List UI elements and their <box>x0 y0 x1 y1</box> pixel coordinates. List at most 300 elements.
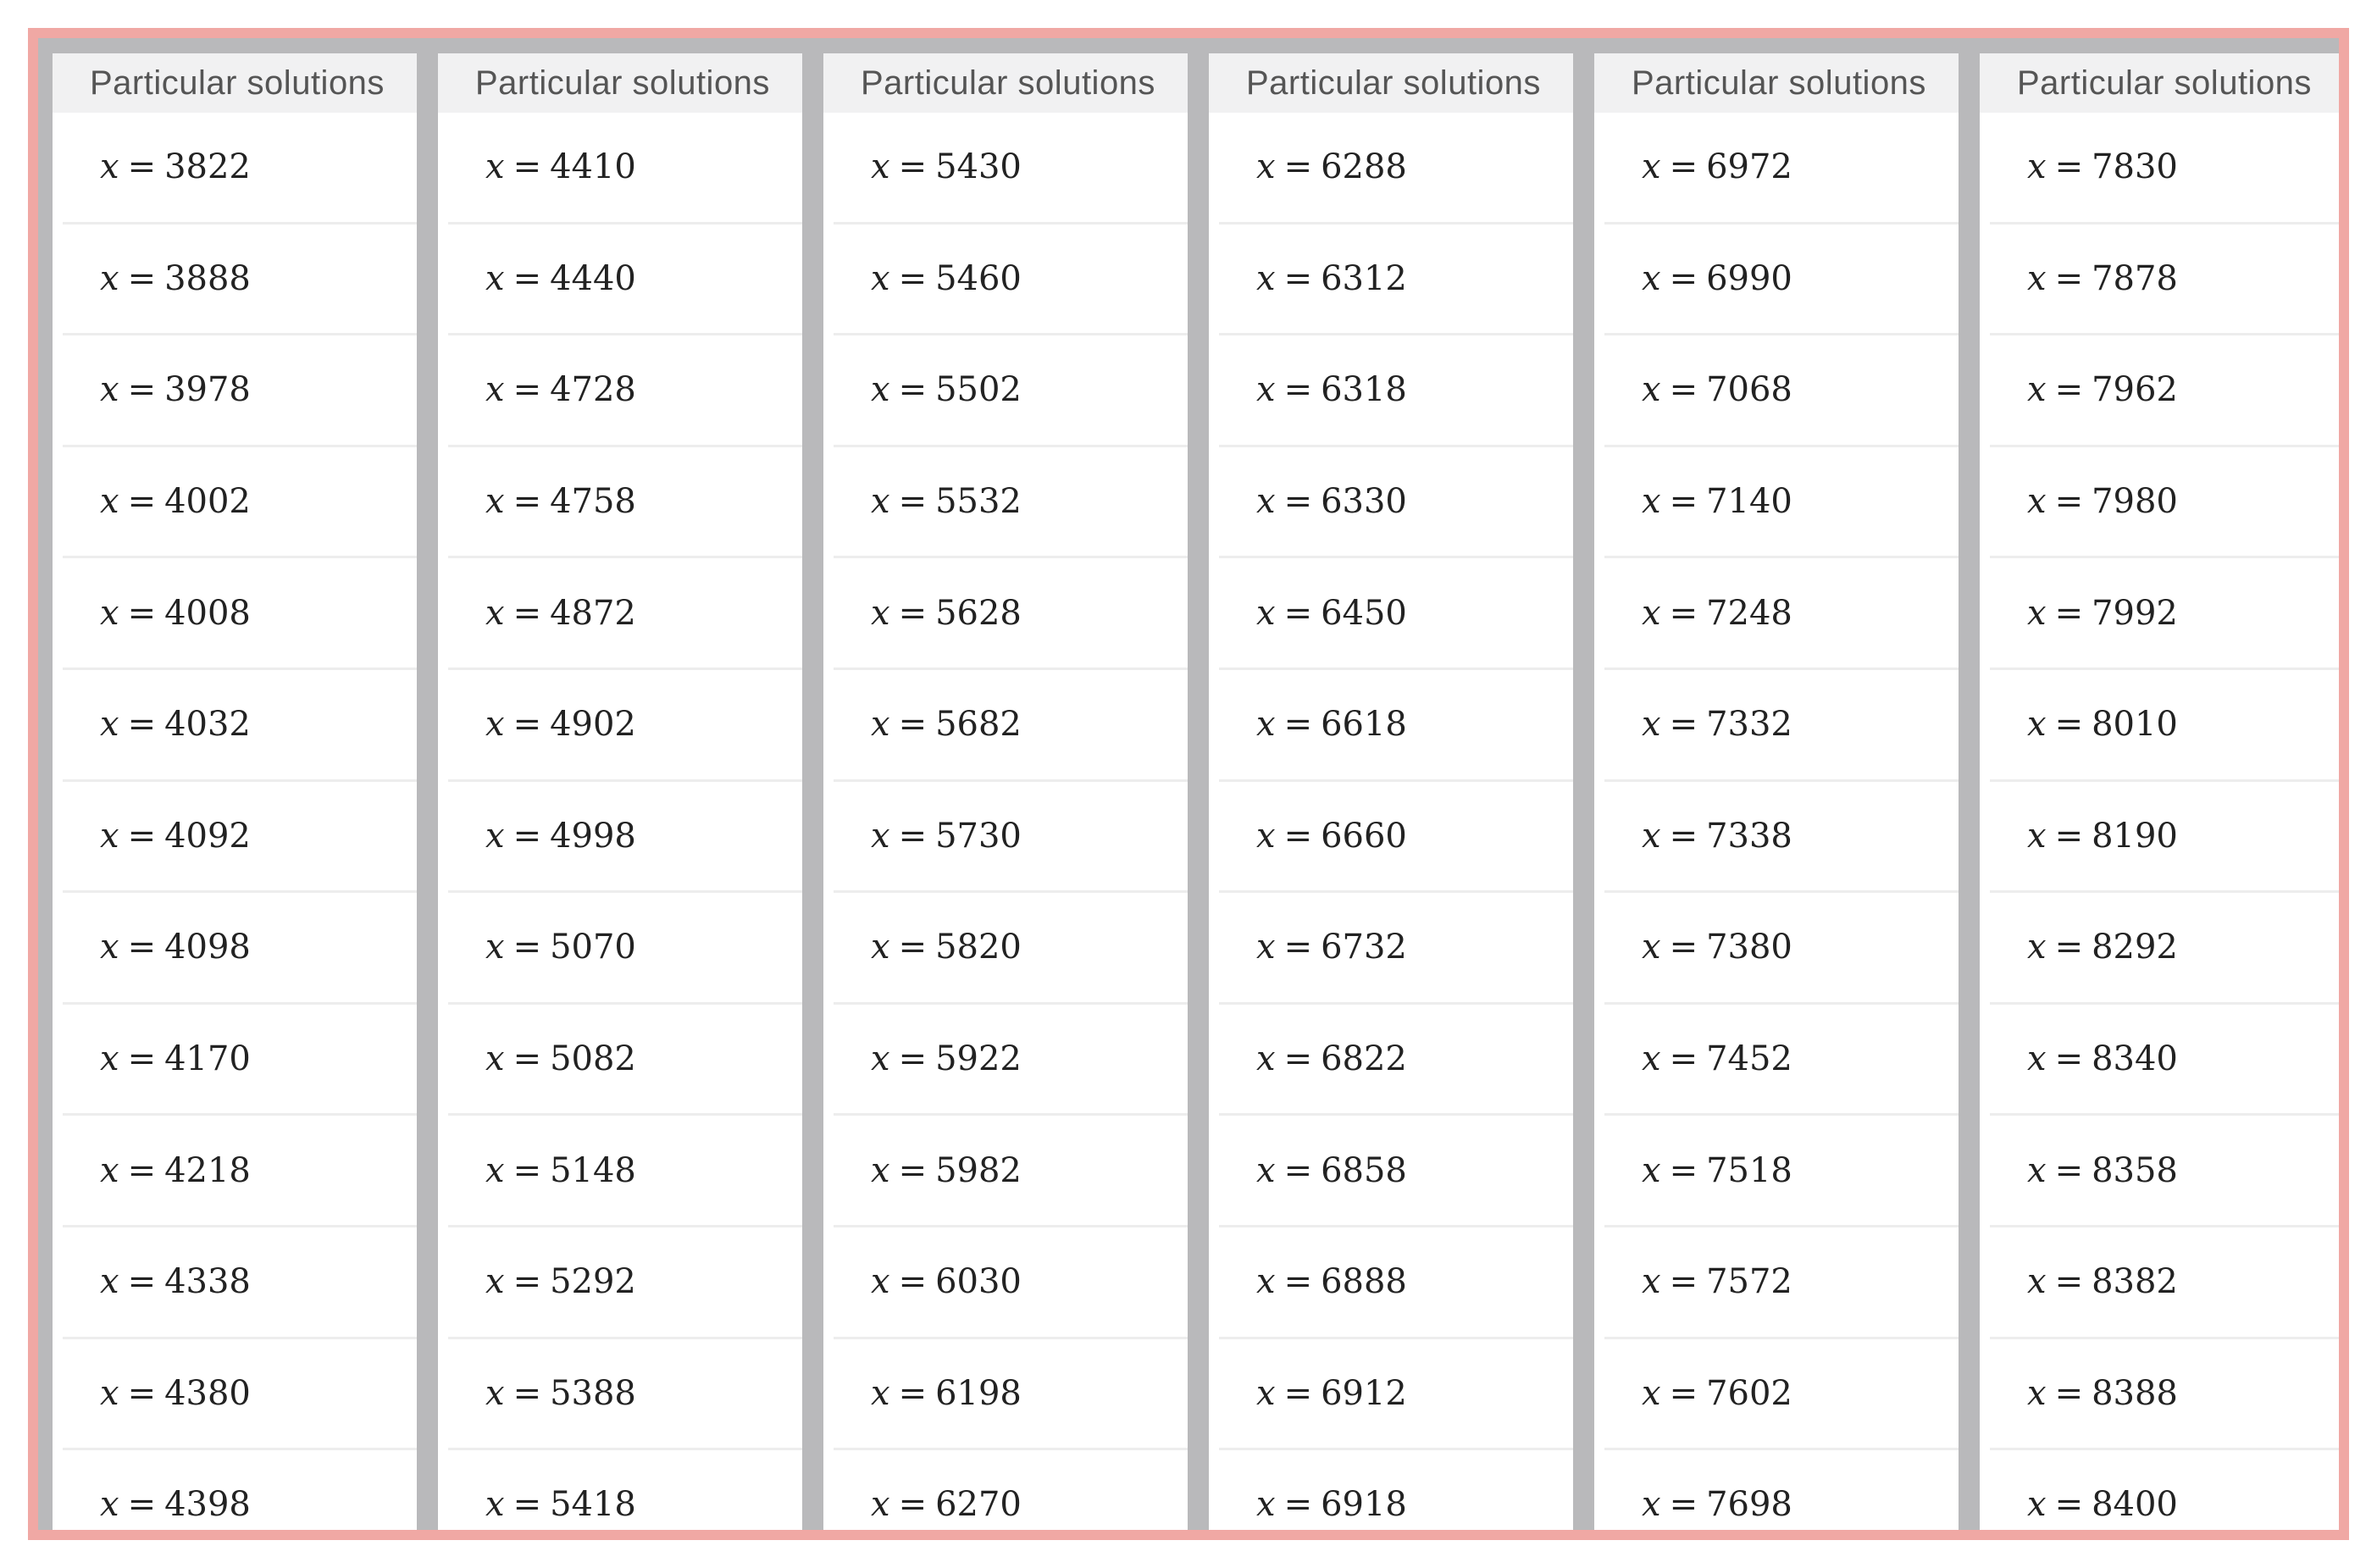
variable-x: x <box>485 1150 505 1190</box>
solution-row <box>1219 447 1573 559</box>
variable-x: x <box>100 705 119 745</box>
equals-sign: = <box>513 1373 542 1413</box>
equals-sign: = <box>2054 1373 2084 1413</box>
equals-sign: = <box>898 705 928 745</box>
equals-sign: = <box>898 928 928 967</box>
solution-value: 8400 <box>2092 1485 2178 1525</box>
equals-sign: = <box>1283 482 1313 522</box>
variable-x: x <box>100 928 119 967</box>
solution-value: 5388 <box>550 1373 636 1413</box>
solution-row <box>834 1227 1188 1339</box>
solutions-column[interactable] <box>438 53 802 1538</box>
solution-value: 4998 <box>550 816 636 856</box>
variable-x: x <box>1256 1262 1276 1302</box>
equals-sign: = <box>1669 258 1698 298</box>
equals-sign: = <box>898 1485 928 1525</box>
solution-row <box>448 782 802 894</box>
solution-value: 3888 <box>164 258 251 298</box>
solution-value: 7518 <box>1706 1150 1792 1190</box>
solution-value: 4410 <box>550 147 636 187</box>
solution-value: 6288 <box>1321 147 1407 187</box>
solution-row <box>1604 558 1959 670</box>
variable-x: x <box>871 258 890 298</box>
equals-sign: = <box>898 1039 928 1079</box>
solution-value: 5070 <box>550 928 636 967</box>
solution-row <box>448 1450 802 1538</box>
column-header: Particular solutions <box>1594 53 1959 113</box>
variable-x: x <box>485 482 505 522</box>
solution-value: 8010 <box>2092 705 2178 745</box>
solution-row <box>63 447 417 559</box>
equals-sign: = <box>898 1150 928 1190</box>
solution-value: 4398 <box>164 1485 251 1525</box>
variable-x: x <box>1642 1150 1661 1190</box>
equals-sign: = <box>1283 593 1313 633</box>
equals-sign: = <box>513 370 542 410</box>
solution-value: 6030 <box>935 1262 1022 1302</box>
solution-row <box>63 558 417 670</box>
solution-row <box>1990 335 2344 447</box>
solutions-list <box>1980 113 2344 1538</box>
solution-row <box>1219 893 1573 1005</box>
equals-sign: = <box>898 816 928 856</box>
solution-row <box>448 670 802 782</box>
solution-row <box>834 1339 1188 1451</box>
variable-x: x <box>871 1485 890 1525</box>
solution-value: 6888 <box>1321 1262 1407 1302</box>
variable-x: x <box>100 482 119 522</box>
variable-x: x <box>2027 258 2047 298</box>
variable-x: x <box>871 816 890 856</box>
equals-sign: = <box>1283 928 1313 967</box>
solution-row <box>1219 224 1573 336</box>
equals-sign: = <box>1283 147 1313 187</box>
solution-value: 6270 <box>935 1485 1022 1525</box>
equals-sign: = <box>1283 1039 1313 1079</box>
solution-row <box>63 224 417 336</box>
solution-value: 5922 <box>935 1039 1022 1079</box>
equals-sign: = <box>513 1150 542 1190</box>
variable-x: x <box>485 705 505 745</box>
solution-row <box>834 335 1188 447</box>
variable-x: x <box>2027 593 2047 633</box>
equals-sign: = <box>127 593 157 633</box>
equals-sign: = <box>2054 593 2084 633</box>
solution-row <box>63 113 417 224</box>
variable-x: x <box>485 1485 505 1525</box>
column-header: Particular solutions <box>823 53 1188 113</box>
variable-x: x <box>1642 1262 1661 1302</box>
variable-x: x <box>1642 705 1661 745</box>
solution-value: 7248 <box>1706 593 1792 633</box>
solution-value: 6312 <box>1321 258 1407 298</box>
solution-row <box>834 893 1188 1005</box>
variable-x: x <box>1256 928 1276 967</box>
solution-value: 4092 <box>164 816 251 856</box>
equals-sign: = <box>2054 928 2084 967</box>
solution-value: 7980 <box>2092 482 2178 522</box>
variable-x: x <box>1256 705 1276 745</box>
equals-sign: = <box>1669 1262 1698 1302</box>
equals-sign: = <box>1283 1373 1313 1413</box>
solution-value: 8388 <box>2092 1373 2178 1413</box>
solution-value: 5982 <box>935 1150 1022 1190</box>
solution-value: 5418 <box>550 1485 636 1525</box>
variable-x: x <box>1256 1039 1276 1079</box>
variable-x: x <box>2027 370 2047 410</box>
solution-row <box>1990 1116 2344 1227</box>
equals-sign: = <box>1669 147 1698 187</box>
solution-row <box>1990 1450 2344 1538</box>
solution-row <box>1990 113 2344 224</box>
solution-row <box>1219 113 1573 224</box>
solution-row <box>63 670 417 782</box>
solution-value: 6858 <box>1321 1150 1407 1190</box>
solution-row <box>63 1450 417 1538</box>
solution-row <box>834 447 1188 559</box>
variable-x: x <box>485 928 505 967</box>
variable-x: x <box>2027 1373 2047 1413</box>
equals-sign: = <box>1669 1373 1698 1413</box>
variable-x: x <box>100 370 119 410</box>
solution-value: 6912 <box>1321 1373 1407 1413</box>
solution-row <box>1990 893 2344 1005</box>
solution-row <box>1990 558 2344 670</box>
equals-sign: = <box>1283 1262 1313 1302</box>
equals-sign: = <box>127 147 157 187</box>
variable-x: x <box>2027 816 2047 856</box>
variable-x: x <box>2027 1039 2047 1079</box>
solution-row <box>1604 1339 1959 1451</box>
solution-row <box>1990 1339 2344 1451</box>
equals-sign: = <box>127 258 157 298</box>
variable-x: x <box>485 1262 505 1302</box>
solution-value: 6198 <box>935 1373 1022 1413</box>
solution-value: 5532 <box>935 482 1022 522</box>
solution-value: 6918 <box>1321 1485 1407 1525</box>
solution-row <box>1219 1005 1573 1116</box>
equals-sign: = <box>513 928 542 967</box>
equals-sign: = <box>513 705 542 745</box>
equals-sign: = <box>1669 1039 1698 1079</box>
equals-sign: = <box>127 928 157 967</box>
solution-value: 7698 <box>1706 1485 1792 1525</box>
solution-value: 7338 <box>1706 816 1792 856</box>
equals-sign: = <box>1283 258 1313 298</box>
equals-sign: = <box>898 147 928 187</box>
solution-value: 6822 <box>1321 1039 1407 1079</box>
equals-sign: = <box>1669 1485 1698 1525</box>
solution-value: 5430 <box>935 147 1022 187</box>
solution-value: 6450 <box>1321 593 1407 633</box>
solution-row <box>1219 670 1573 782</box>
equals-sign: = <box>127 1373 157 1413</box>
equals-sign: = <box>1669 1150 1698 1190</box>
variable-x: x <box>1256 482 1276 522</box>
variable-x: x <box>1256 1373 1276 1413</box>
variable-x: x <box>871 147 890 187</box>
solution-row <box>1990 447 2344 559</box>
variable-x: x <box>871 705 890 745</box>
equals-sign: = <box>2054 370 2084 410</box>
variable-x: x <box>1642 258 1661 298</box>
variable-x: x <box>2027 1262 2047 1302</box>
equals-sign: = <box>513 816 542 856</box>
equals-sign: = <box>898 258 928 298</box>
solution-value: 5082 <box>550 1039 636 1079</box>
variable-x: x <box>871 370 890 410</box>
variable-x: x <box>485 370 505 410</box>
solution-row <box>1604 1227 1959 1339</box>
column-header: Particular solutions <box>1980 53 2344 113</box>
variable-x: x <box>485 147 505 187</box>
variable-x: x <box>871 482 890 522</box>
equals-sign: = <box>2054 1485 2084 1525</box>
variable-x: x <box>871 1373 890 1413</box>
variable-x: x <box>485 593 505 633</box>
equals-sign: = <box>2054 482 2084 522</box>
solution-row <box>448 893 802 1005</box>
variable-x: x <box>1642 482 1661 522</box>
equals-sign: = <box>513 1039 542 1079</box>
equals-sign: = <box>898 1262 928 1302</box>
solution-row <box>63 1339 417 1451</box>
solution-value: 5292 <box>550 1262 636 1302</box>
solution-value: 7830 <box>2092 147 2178 187</box>
solution-value: 4218 <box>164 1150 251 1190</box>
solution-row <box>1219 335 1573 447</box>
equals-sign: = <box>2054 258 2084 298</box>
solution-value: 4758 <box>550 482 636 522</box>
variable-x: x <box>100 816 119 856</box>
solution-row <box>1990 782 2344 894</box>
variable-x: x <box>485 1373 505 1413</box>
variable-x: x <box>485 258 505 298</box>
equals-sign: = <box>2054 147 2084 187</box>
solution-row <box>63 1116 417 1227</box>
solution-row <box>448 447 802 559</box>
variable-x: x <box>1256 1150 1276 1190</box>
variable-x: x <box>2027 928 2047 967</box>
solution-value: 8340 <box>2092 1039 2178 1079</box>
variable-x: x <box>2027 1150 2047 1190</box>
solution-row <box>448 1005 802 1116</box>
solution-row <box>1604 1005 1959 1116</box>
solution-row <box>63 1005 417 1116</box>
solution-value: 7068 <box>1706 370 1792 410</box>
variable-x: x <box>1642 928 1661 967</box>
screenshot-frame <box>28 28 2349 1540</box>
solution-value: 6972 <box>1706 147 1792 187</box>
solution-value: 7332 <box>1706 705 1792 745</box>
equals-sign: = <box>2054 1039 2084 1079</box>
variable-x: x <box>1642 1039 1661 1079</box>
solutions-column[interactable] <box>1209 53 1573 1538</box>
equals-sign: = <box>513 1262 542 1302</box>
solution-row <box>834 782 1188 894</box>
variable-x: x <box>485 1039 505 1079</box>
variable-x: x <box>871 593 890 633</box>
variable-x: x <box>1642 147 1661 187</box>
solution-value: 6660 <box>1321 816 1407 856</box>
solution-row <box>1604 447 1959 559</box>
solution-value: 3978 <box>164 370 251 410</box>
solution-row <box>448 1116 802 1227</box>
variable-x: x <box>100 1485 119 1525</box>
solution-value: 5148 <box>550 1150 636 1190</box>
solutions-column[interactable] <box>1594 53 1959 1538</box>
solution-value: 6990 <box>1706 258 1792 298</box>
solution-row <box>834 1116 1188 1227</box>
solutions-list <box>53 113 417 1538</box>
solution-row <box>1219 1227 1573 1339</box>
solution-row <box>1604 1450 1959 1538</box>
solution-row <box>1604 1116 1959 1227</box>
solution-value: 7140 <box>1706 482 1792 522</box>
equals-sign: = <box>2054 1150 2084 1190</box>
equals-sign: = <box>127 816 157 856</box>
solution-row <box>63 1227 417 1339</box>
solution-row <box>1219 1450 1573 1538</box>
solution-value: 4440 <box>550 258 636 298</box>
solutions-list <box>823 113 1188 1538</box>
solution-value: 4902 <box>550 705 636 745</box>
solution-value: 4380 <box>164 1373 251 1413</box>
solutions-list <box>1594 113 1959 1538</box>
solution-value: 5682 <box>935 705 1022 745</box>
solution-value: 6618 <box>1321 705 1407 745</box>
solution-value: 8358 <box>2092 1150 2178 1190</box>
equals-sign: = <box>1669 482 1698 522</box>
column-header: Particular solutions <box>1209 53 1573 113</box>
solution-row <box>1604 782 1959 894</box>
solution-value: 8382 <box>2092 1262 2178 1302</box>
solution-row <box>1990 224 2344 336</box>
solution-value: 5628 <box>935 593 1022 633</box>
equals-sign: = <box>513 482 542 522</box>
equals-sign: = <box>127 482 157 522</box>
solution-row <box>1219 1339 1573 1451</box>
solution-value: 7602 <box>1706 1373 1792 1413</box>
variable-x: x <box>2027 482 2047 522</box>
variable-x: x <box>1642 816 1661 856</box>
solution-value: 4008 <box>164 593 251 633</box>
equals-sign: = <box>1283 1150 1313 1190</box>
solution-row <box>834 1005 1188 1116</box>
solution-value: 7572 <box>1706 1262 1792 1302</box>
equals-sign: = <box>127 1485 157 1525</box>
solution-row <box>63 893 417 1005</box>
variable-x: x <box>871 928 890 967</box>
equals-sign: = <box>2054 816 2084 856</box>
equals-sign: = <box>1283 1485 1313 1525</box>
solution-row <box>1604 670 1959 782</box>
solution-row <box>1604 335 1959 447</box>
variable-x: x <box>100 1150 119 1190</box>
equals-sign: = <box>1669 370 1698 410</box>
solutions-list <box>1209 113 1573 1538</box>
equals-sign: = <box>1283 370 1313 410</box>
variable-x: x <box>1256 370 1276 410</box>
solution-value: 7992 <box>2092 593 2178 633</box>
solution-value: 5820 <box>935 928 1022 967</box>
solution-value: 7878 <box>2092 258 2178 298</box>
equals-sign: = <box>1283 705 1313 745</box>
solution-row <box>1990 1227 2344 1339</box>
solution-value: 7962 <box>2092 370 2178 410</box>
column-header: Particular solutions <box>438 53 802 113</box>
variable-x: x <box>2027 147 2047 187</box>
solutions-column[interactable] <box>823 53 1188 1538</box>
equals-sign: = <box>127 1039 157 1079</box>
solutions-column[interactable] <box>53 53 417 1538</box>
equals-sign: = <box>127 370 157 410</box>
solution-value: 5730 <box>935 816 1022 856</box>
variable-x: x <box>100 258 119 298</box>
equals-sign: = <box>1669 816 1698 856</box>
equals-sign: = <box>1669 928 1698 967</box>
solution-row <box>448 113 802 224</box>
solution-row <box>1604 224 1959 336</box>
equals-sign: = <box>2054 705 2084 745</box>
variable-x: x <box>1256 258 1276 298</box>
variable-x: x <box>871 1262 890 1302</box>
equals-sign: = <box>2054 1262 2084 1302</box>
solution-value: 3822 <box>164 147 251 187</box>
solution-value: 7452 <box>1706 1039 1792 1079</box>
solution-row <box>63 782 417 894</box>
equals-sign: = <box>1283 816 1313 856</box>
equals-sign: = <box>1669 593 1698 633</box>
equals-sign: = <box>1669 705 1698 745</box>
variable-x: x <box>1642 593 1661 633</box>
variable-x: x <box>100 147 119 187</box>
solution-value: 8292 <box>2092 928 2178 967</box>
solution-row <box>63 335 417 447</box>
solution-row <box>1219 782 1573 894</box>
solution-row <box>834 670 1188 782</box>
solution-value: 6318 <box>1321 370 1407 410</box>
solution-row <box>1990 670 2344 782</box>
solution-row <box>1219 1116 1573 1227</box>
solutions-column[interactable] <box>1980 53 2344 1538</box>
variable-x: x <box>1642 1485 1661 1525</box>
solution-value: 6732 <box>1321 928 1407 967</box>
solution-row <box>448 558 802 670</box>
solution-row <box>1604 893 1959 1005</box>
equals-sign: = <box>127 1262 157 1302</box>
variable-x: x <box>1256 1485 1276 1525</box>
variable-x: x <box>871 1150 890 1190</box>
equals-sign: = <box>127 1150 157 1190</box>
equals-sign: = <box>513 593 542 633</box>
equals-sign: = <box>898 593 928 633</box>
solution-value: 7380 <box>1706 928 1792 967</box>
equals-sign: = <box>898 370 928 410</box>
solutions-list <box>438 113 802 1538</box>
variable-x: x <box>100 1373 119 1413</box>
solution-row <box>448 1227 802 1339</box>
solution-value: 6330 <box>1321 482 1407 522</box>
solution-value: 4098 <box>164 928 251 967</box>
column-header: Particular solutions <box>53 53 417 113</box>
variable-x: x <box>100 1262 119 1302</box>
solution-row <box>448 1339 802 1451</box>
solution-value: 5502 <box>935 370 1022 410</box>
variable-x: x <box>871 1039 890 1079</box>
solution-row <box>448 335 802 447</box>
variable-x: x <box>1256 147 1276 187</box>
